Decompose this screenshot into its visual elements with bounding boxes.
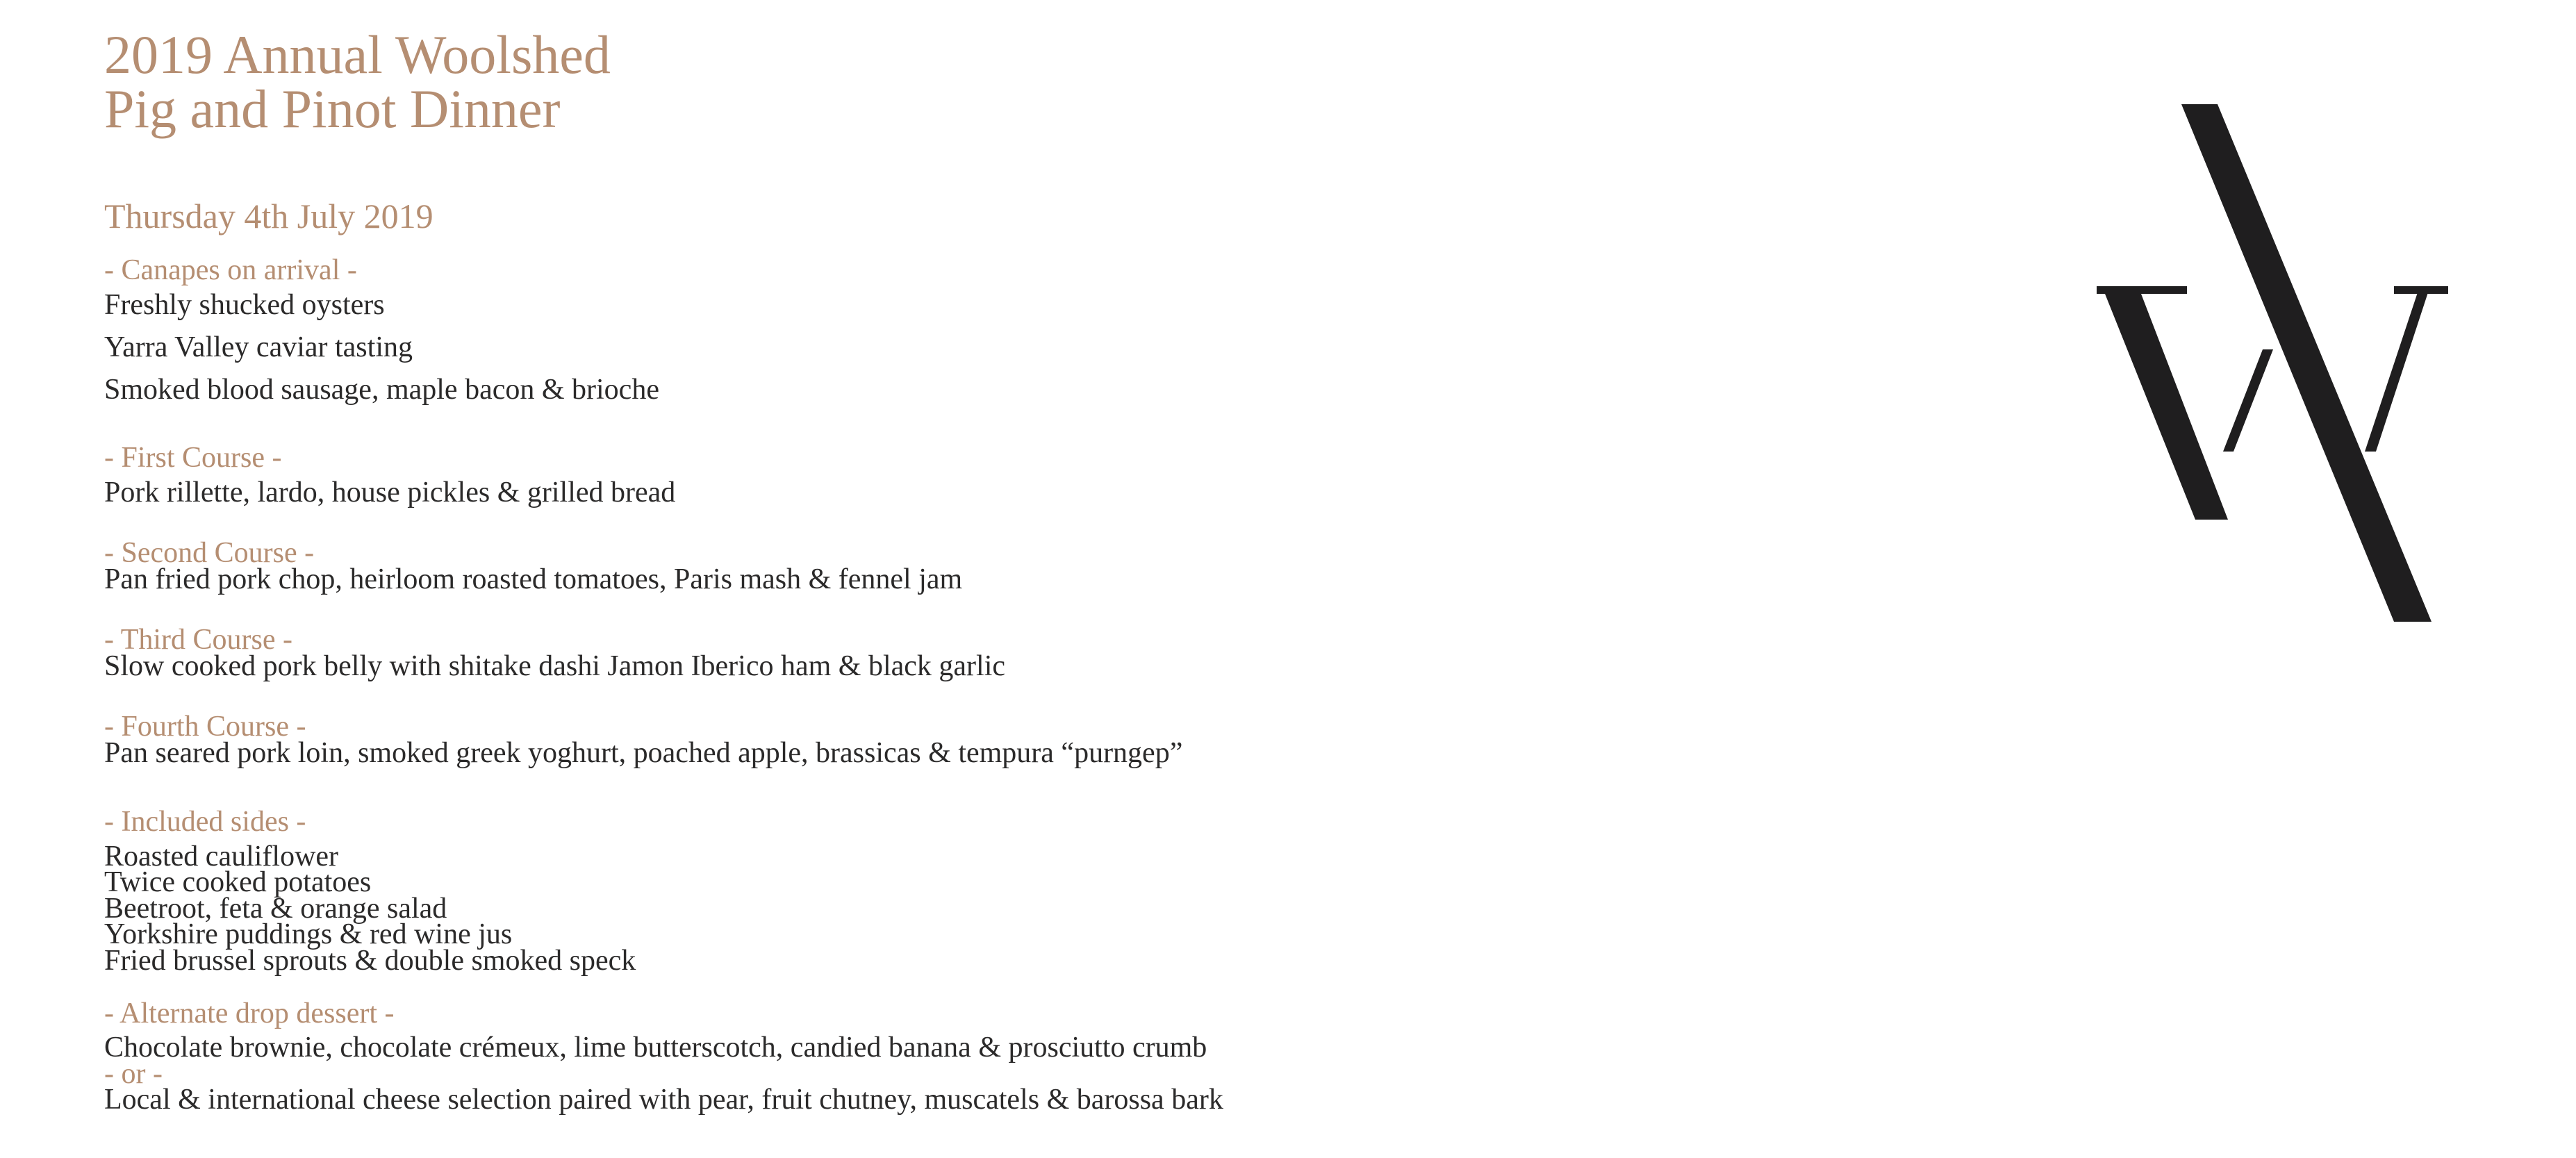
dessert-option-2: Local & international cheese selection paired with pear, fruit chutney, muscatels & barossa bark (104, 1084, 1223, 1116)
menu-item: Smoked blood sausage, maple bacon & brioche (104, 374, 659, 406)
side-item: Beetroot, feta & orange salad (104, 893, 447, 925)
menu-item: Yarra Valley caviar tasting (104, 331, 413, 363)
menu-item: Pan fried pork chop, heirloom roasted tomatoes, Paris mash & fennel jam (104, 563, 963, 595)
section-heading-second-course: - Second Course - (104, 537, 315, 569)
dessert-option-1: Chocolate brownie, chocolate crémeux, lime butterscotch, candied banana & prosciutto crumb (104, 1032, 1207, 1064)
title-line-1: 2019 Annual Woolshed (104, 24, 611, 85)
side-item: Fried brussel sprouts & double smoked speck (104, 945, 636, 977)
section-heading-canapes: - Canapes on arrival - (104, 254, 357, 286)
section-heading-included-sides: - Included sides - (104, 806, 306, 838)
dessert-separator: - or - (104, 1058, 163, 1090)
menu-item: Pan seared pork loin, smoked greek yoghurt, poached apple, brassicas & tempura “purngep” (104, 737, 1183, 769)
side-item: Roasted cauliflower (104, 841, 339, 872)
side-item: Twice cooked potatoes (104, 866, 372, 898)
event-date: Thursday 4th July 2019 (104, 197, 434, 235)
section-heading-fourth-course: - Fourth Course - (104, 711, 306, 743)
title-line-2: Pig and Pinot Dinner (104, 78, 561, 139)
menu-item: Freshly shucked oysters (104, 289, 385, 321)
section-heading-dessert: - Alternate drop dessert - (104, 998, 395, 1029)
w-monogram-logo-icon (2091, 97, 2452, 639)
menu-item: Slow cooked pork belly with shitake dashi Jamon Iberico ham & black garlic (104, 650, 1006, 682)
menu-item: Pork rillette, lardo, house pickles & grilled bread (104, 477, 676, 508)
side-item: Yorkshire puddings & red wine jus (104, 918, 513, 950)
section-heading-first-course: - First Course - (104, 442, 282, 474)
section-heading-third-course: - Third Course - (104, 624, 293, 656)
